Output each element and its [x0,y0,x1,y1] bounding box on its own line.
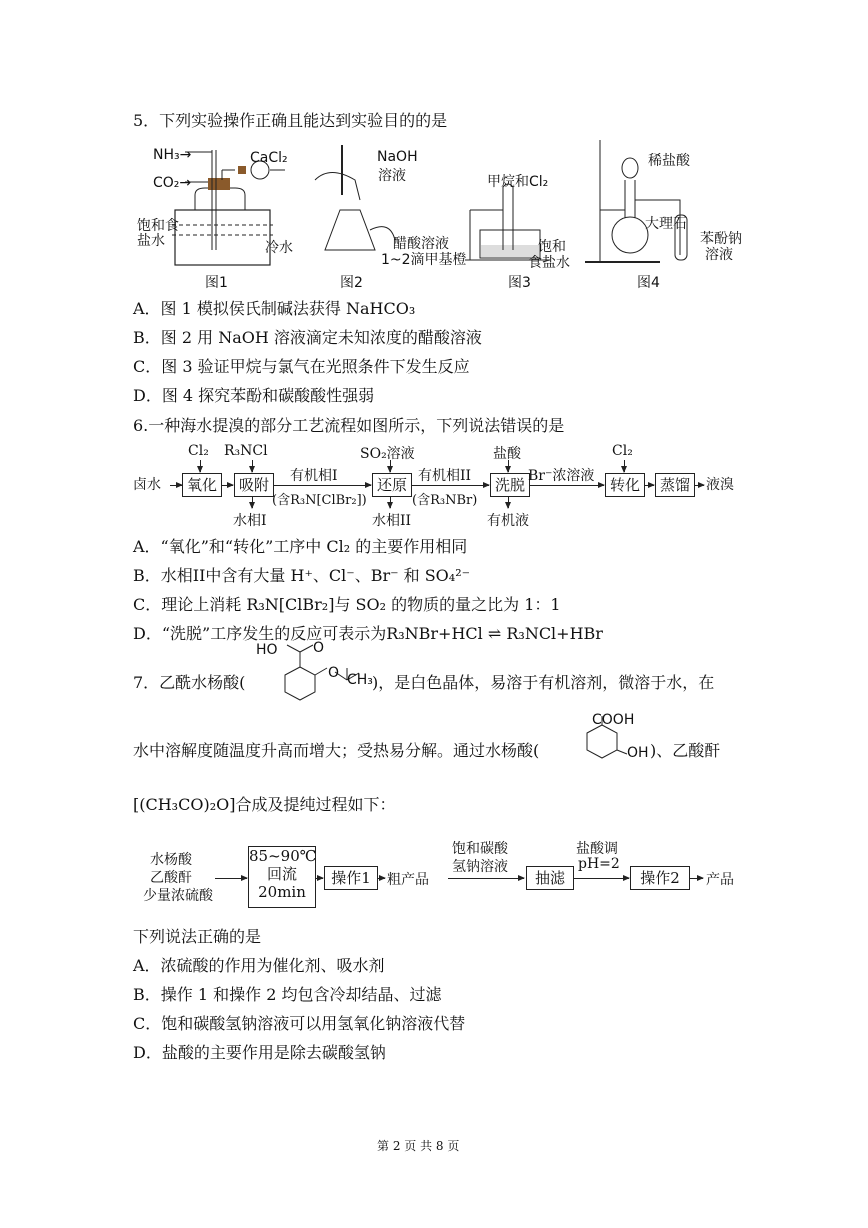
fig4-phen2: 溶液 [705,247,733,263]
q7-line2a: 水中溶解度随温度升高而增大；受热易分解。通过水杨酸( [133,741,540,760]
flow6-arrow [644,485,654,486]
flow6-org2: 有机相II [418,468,472,484]
flow6-arrow [170,485,182,486]
flow7-sat1: 饱和碳酸 [452,841,508,857]
aspirin-o2: O [328,665,340,681]
flow6-aq1: 水相I [233,513,267,529]
q7-option-a: A．浓硫酸的作用为催化剂、吸水剂 [133,956,385,975]
flow6-arrow [529,485,604,486]
flow6-so2: SO₂溶液 [360,446,415,462]
flow6-arrow [273,485,371,486]
q7-lead: 下列说法正确的是 [133,927,262,946]
salicylic-cooh: COOH [592,712,635,728]
flow7-hcl2: pH=2 [578,856,620,872]
q5-option-a: A．图 1 模拟侯氏制碱法获得 NaHCO₃ [133,299,416,318]
flow6-arrow [624,460,625,472]
flow7-in3: 少量浓硫酸 [143,888,213,904]
fig1-caption: 图1 [205,275,228,291]
flow6-cl2a: Cl₂ [188,443,209,459]
flow7-filter: 抽滤 [526,866,574,890]
q7-line1b: )，是白色晶体，易溶于有机溶剂，微溶于水，在 [372,673,715,692]
flow7-arrow [315,878,323,879]
flow7-op1: 操作1 [324,866,378,890]
fig2-naoh2: 溶液 [378,168,406,184]
fig2-ind: 1~2滴甲基橙 [381,252,467,268]
flow6-arrow [390,496,391,508]
fig1-brine2: 盐水 [137,233,165,249]
flow6-org1: 有机相I [290,468,338,484]
q5-stem: 5．下列实验操作正确且能达到实验目的的是 [133,111,448,130]
flow6-oxidize: 氧化 [182,473,222,497]
flow7-reflux-box [248,846,316,908]
q5-option-d: D．图 4 探究苯酚和碳酸酸性强弱 [133,386,375,405]
fig3-sat2: 食盐水 [528,255,570,271]
aspirin-ho: HO [256,642,278,658]
q7-line2b: )、乙酸酐 [650,741,721,760]
fig3-caption: 图3 [508,275,531,291]
q7-line1a: 7．乙酰水杨酸( [133,673,246,692]
flow7-crude: 粗产品 [387,872,429,888]
flow6-orgliq: 有机液 [487,513,529,529]
flow7-arrow [377,878,385,879]
flow7-arrow [448,878,524,879]
flow6-arrow [694,485,704,486]
aspirin-ch3: CH₃ [347,672,373,688]
fig4-caption: 图4 [637,275,660,291]
aspirin-o1: O [313,640,325,656]
flow6-reduce: 还原 [372,473,412,497]
flow6-arrow [252,460,253,472]
fig2-acid: 醋酸溶液 [393,236,449,252]
flow6-arrow [390,460,391,472]
fig2-naoh: NaOH [377,149,418,165]
q6-option-c: C．理论上消耗 R₃N[ClBr₂]与 SO₂ 的物质的量之比为 1：1 [133,595,561,614]
flow7-c2: 回流 [266,865,297,883]
flow6-start: 卤水 [133,477,161,493]
q5-option-b: B．图 2 用 NaOH 溶液滴定未知浓度的醋酸溶液 [133,328,482,347]
flow6-distill: 蒸馏 [655,473,695,497]
page-footer: 第 2 页 共 8 页 [377,1139,460,1153]
flow7-in2: 乙酸酐 [150,870,192,886]
flow7-product: 产品 [706,872,734,888]
flow6-arrow [200,460,201,472]
flow6-arrow [252,496,253,508]
flow6-aq2: 水相II [372,513,412,529]
flow6-arrow [508,496,509,508]
q5-option-c: C．图 3 验证甲烷与氯气在光照条件下发生反应 [133,357,470,376]
flow7-sat2: 氢钠溶液 [452,859,508,875]
fig1-brine: 饱和食 [137,218,179,234]
flow6-org1b: (含R₃N[ClBr₂]) [272,493,367,508]
q6-stem: 6.一种海水提溴的部分工艺流程如图所示，下列说法错误的是 [133,416,565,435]
flow7-c1: 85~90℃ [249,847,317,865]
q6-option-b: B．水相II中含有大量 H⁺、Cl⁻、Br⁻ 和 SO₄²⁻ [133,566,471,585]
flow7-op2: 操作2 [630,866,690,890]
fig4-hcl: 稀盐酸 [648,153,690,169]
flow7-arrow [573,878,629,879]
flow6-org2b: (含R₃NBr) [412,493,478,508]
fig4-marble: 大理石 [645,216,687,232]
flow6-adsorb: 吸附 [234,473,274,497]
flow6-cl2b: Cl₂ [612,443,633,459]
flow6-arrow [508,460,509,472]
salicylic-oh: OH [627,745,649,761]
flow6-elute: 洗脱 [490,473,530,497]
flow6-arrow [221,485,233,486]
flow6-end: 液溴 [706,477,734,493]
flow6-hcl: 盐酸 [493,446,521,462]
flow6-r3ncl: R₃NCl [224,443,268,459]
fig1-cacl2: CaCl₂ [250,150,288,166]
q6-option-a: A．“氧化”和“转化”工序中 Cl₂ 的主要作用相同 [133,537,468,556]
fig1-cold: 冷水 [265,240,293,256]
fig3-sat: 饱和 [538,239,566,255]
flow6-convert: 转化 [605,473,645,497]
flow7-hcl1: 盐酸调 [576,841,618,857]
fig1-nh3: NH₃→ [153,147,192,163]
flow7-arrow [689,878,703,879]
fig3-gas: 甲烷和Cl₂ [487,174,549,190]
q7-option-b: B．操作 1 和操作 2 均包含冷却结晶、过滤 [133,985,442,1004]
flow7-in1: 水杨酸 [150,852,192,868]
flow7-c3: 20min [258,883,306,901]
fig1-co2: CO₂→ [153,175,192,191]
flow7-arrow [215,878,247,879]
q7-option-c: C．饱和碳酸氢钠溶液可以用氢氧化钠溶液代替 [133,1014,466,1033]
flow6-brsol: Br⁻浓溶液 [528,468,595,484]
q6-option-d: D．“洗脱”工序发生的反应可表示为R₃NBr+HCl ⇌ R₃NCl+HBr [133,624,603,643]
fig4-phen: 苯酚钠 [700,231,742,247]
q7-option-d: D．盐酸的主要作用是除去碳酸氢钠 [133,1043,386,1062]
q7-line3: [(CH₃CO)₂O]合成及提纯过程如下： [133,795,396,814]
fig2-caption: 图2 [340,275,363,291]
flow6-arrow [411,485,489,486]
